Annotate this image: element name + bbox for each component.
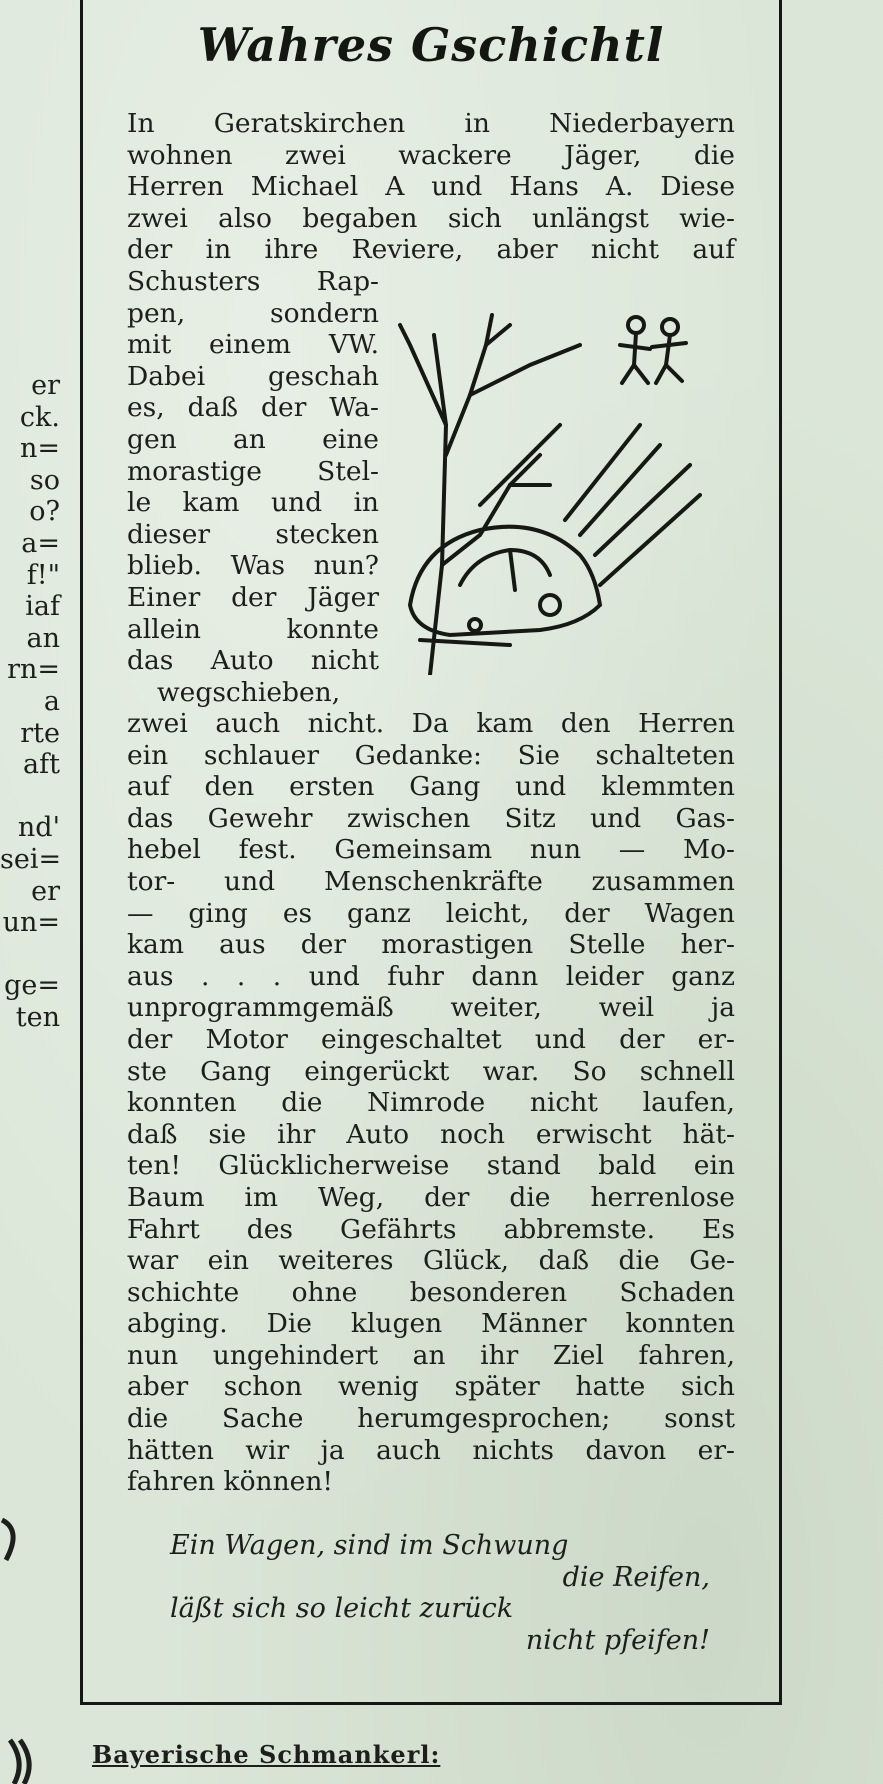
- text-line: ten! Glücklicherweise stand bald ein: [127, 1150, 735, 1182]
- text-line: abging. Die klugen Männer konnten: [127, 1308, 735, 1340]
- text-line: dieser stecken: [127, 518, 379, 550]
- fragment-line: ck.: [19, 401, 60, 433]
- text-line: unprogrammgemäß weiter, weil ja: [127, 992, 735, 1024]
- fragment-line: [0, 939, 60, 971]
- text-line: fahren können!: [127, 1466, 334, 1498]
- text-line: mit einem VW.: [127, 329, 379, 361]
- article-title: Wahres Gschichtl: [197, 18, 665, 72]
- fragment-line: er: [31, 875, 60, 907]
- text-line: zwei auch nicht. Da kam den Herren: [127, 708, 735, 739]
- fragment-line: iaf: [25, 591, 60, 623]
- text-line: allein konnte: [127, 613, 379, 645]
- text-line: hebel fest. Gemeinsam nun — Mo-: [127, 834, 735, 866]
- text-line: aus . . . und fuhr dann leider ganz: [127, 960, 735, 992]
- text-line: Einer der Jäger: [127, 581, 379, 613]
- fragment-line: sei=: [0, 843, 62, 875]
- verse-line-3: läßt sich so leicht zurück: [170, 1593, 514, 1625]
- text-line: wegschieben,: [157, 676, 341, 708]
- adjacent-column-bracket: [0, 1500, 40, 1784]
- fragment-line: un=: [2, 907, 60, 939]
- text-line: war ein weiteres Glück, daß die Ge-: [127, 1245, 735, 1277]
- text-line: le kam und in: [127, 487, 379, 519]
- fragment-line: a=: [21, 527, 60, 559]
- text-line: Baum im Weg, der die herrenlose: [127, 1181, 735, 1213]
- text-line: der in ihre Reviere, aber nicht auf: [127, 234, 735, 266]
- fragment-line: so: [29, 464, 60, 496]
- text-line: kam aus der morastigen Stelle her-: [127, 929, 735, 961]
- next-section-heading: Bayerische Schmankerl:: [92, 1740, 441, 1769]
- text-line: auf den ersten Gang und klemmten: [127, 771, 735, 803]
- text-line: gen an eine: [127, 423, 379, 455]
- text-line: blieb. Was nun?: [127, 550, 379, 582]
- fragment-line: nd': [17, 812, 60, 844]
- fragment-line: ge=: [4, 970, 60, 1002]
- text-line: hätten wir ja auch nichts davon er-: [127, 1434, 735, 1466]
- text-line: Fahrt des Gefährts abbremste. Es: [127, 1213, 735, 1245]
- verse-line-1: Ein Wagen, sind im Schwung: [170, 1530, 569, 1561]
- fragment-line: aft: [23, 749, 60, 781]
- text-line: das Auto nicht: [127, 645, 379, 677]
- fragment-line: a: [43, 685, 60, 717]
- article-wrapped-text: [127, 266, 379, 708]
- text-line: das Gewehr zwischen Sitz und Gas-: [127, 802, 735, 834]
- text-line: — ging es ganz leicht, der Wagen: [127, 897, 735, 929]
- text-line: pen, sondern: [127, 297, 379, 329]
- fragment-line: [0, 781, 60, 813]
- text-line: zwei also begaben sich unlängst wie-: [127, 202, 735, 234]
- article-body: [127, 708, 735, 1498]
- verse-line-2: die Reifen,: [562, 1561, 710, 1593]
- text-line: morastige Stel-: [127, 455, 379, 487]
- text-line: konnten die Nimrode nicht laufen,: [127, 1087, 735, 1119]
- text-line: der Motor eingeschaltet und der er-: [127, 1023, 735, 1055]
- text-line: schichte ohne besonderen Schaden: [127, 1276, 735, 1308]
- fragment-line: f!": [26, 559, 60, 591]
- fragment-line: an: [26, 622, 60, 654]
- text-line: nun ungehindert an ihr Ziel fahren,: [127, 1339, 735, 1371]
- verse-line-4: nicht pfeifen!: [525, 1624, 710, 1656]
- fragment-line: n=: [19, 433, 60, 465]
- hunters-car-tree-illustration: [390, 305, 710, 675]
- text-line: ein schlauer Gedanke: Sie schalteten: [127, 739, 735, 771]
- fragment-line: ten: [15, 1001, 60, 1033]
- text-line: In Geratskirchen in Niederbayern: [127, 108, 735, 139]
- text-line: tor- und Menschenkräfte zusammen: [127, 865, 735, 897]
- fragment-line: o?: [29, 496, 60, 528]
- text-line: Schusters Rap-: [127, 266, 379, 297]
- text-line: Dabei geschah: [127, 360, 379, 392]
- article-intro: [127, 108, 735, 266]
- fragment-line: rte: [20, 717, 60, 749]
- text-line: wohnen zwei wackere Jäger, die: [127, 139, 735, 171]
- text-line: aber schon wenig später hatte sich: [127, 1371, 735, 1403]
- text-line: Herren Michael A und Hans A. Diese: [127, 171, 735, 203]
- adjacent-column-fragments: [0, 370, 60, 1033]
- article-closing-verse: [170, 1530, 710, 1656]
- text-line: die Sache herumgesprochen; sonst: [127, 1403, 735, 1435]
- text-line: es, daß der Wa-: [127, 392, 379, 424]
- text-line: ste Gang eingerückt war. So schnell: [127, 1055, 735, 1087]
- fragment-line: rn=: [7, 654, 60, 686]
- text-line: daß sie ihr Auto noch erwischt hät-: [127, 1118, 735, 1150]
- fragment-line: er: [31, 370, 60, 401]
